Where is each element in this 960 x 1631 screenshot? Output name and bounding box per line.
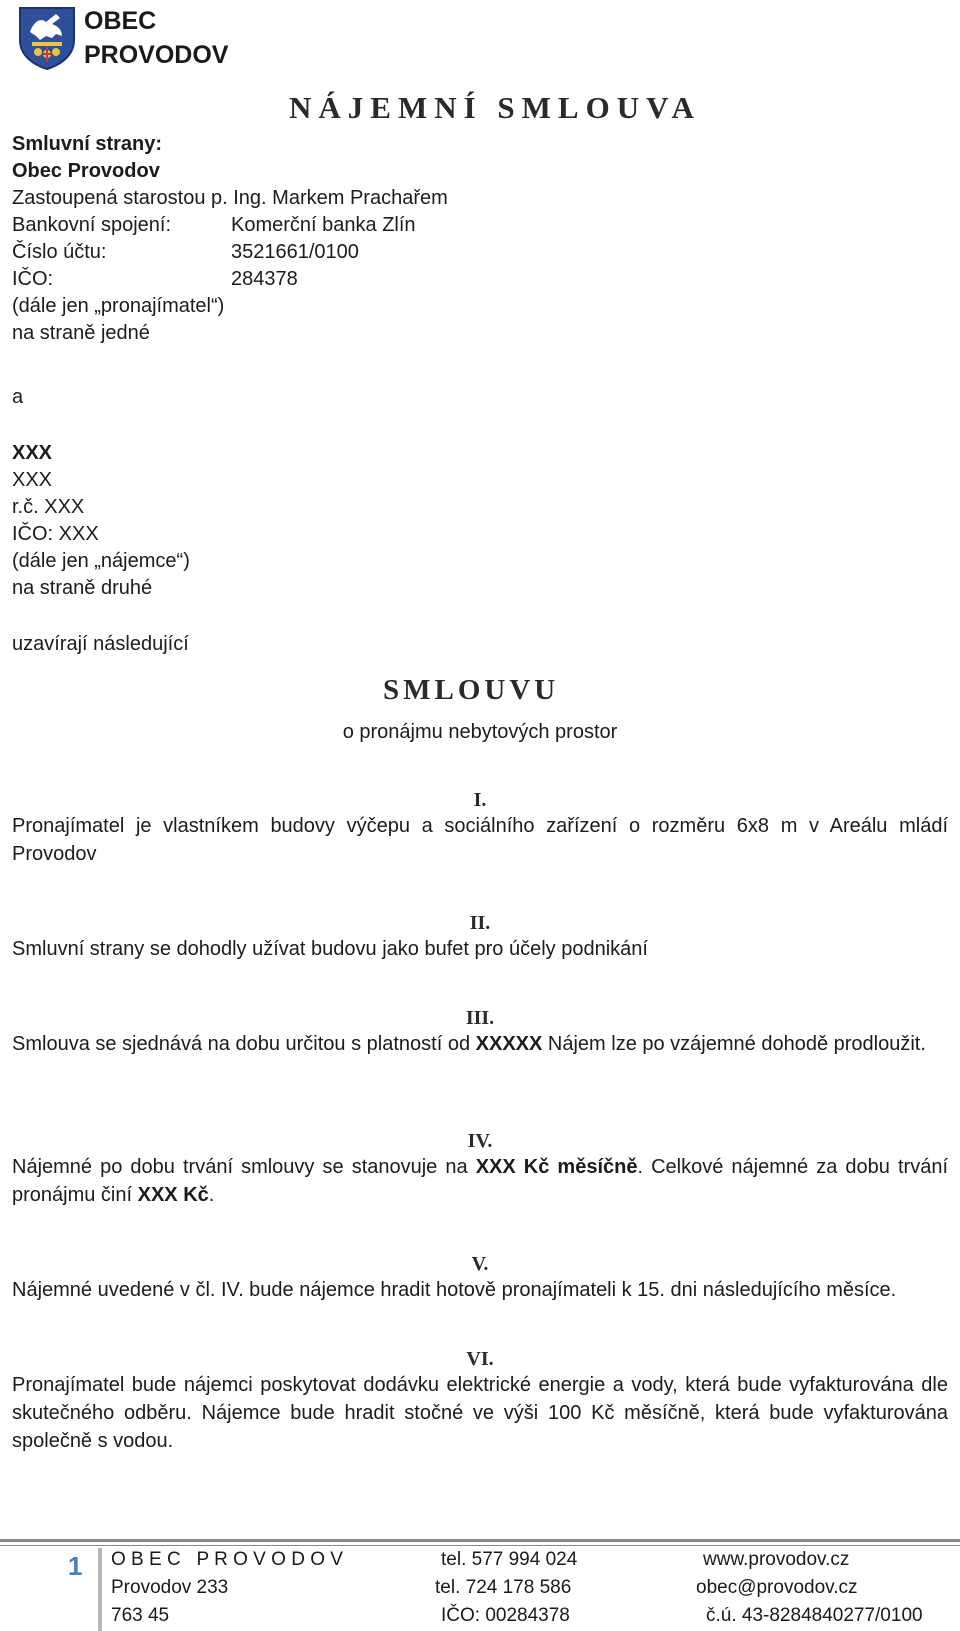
footer-address: Provodov 233 xyxy=(111,1577,229,1598)
article-number-6: VI. xyxy=(466,1348,494,1370)
bank-label: Bankovní spojení: xyxy=(12,214,171,236)
footer-web-link[interactable]: www.provodov.cz xyxy=(703,1549,850,1570)
article-4-part-c: . Celkové nájemné za dobu trvání pronájmu činí xyxy=(12,1156,949,1206)
contract-subheading: o pronájmu nebytových prostor xyxy=(342,721,618,743)
footer-tel-1: tel. 577 994 024 xyxy=(441,1549,578,1570)
article-number-4: IV. xyxy=(467,1130,493,1152)
ico-value: 284378 xyxy=(231,268,298,290)
brand-line-2: PROVODOV xyxy=(84,41,229,69)
article-3-part-c: Nájem lze po vzájemné dohodě prodloužit. xyxy=(547,1033,926,1055)
tenant-line-2: XXX xyxy=(12,469,53,491)
document-title: NÁJEMNÍ SMLOUVA xyxy=(289,90,701,125)
article-number-5: V. xyxy=(471,1253,489,1275)
article-number-2: II. xyxy=(469,912,491,934)
tenant-birth-number: r.č. XXX xyxy=(12,496,85,518)
brand-line-1: OBEC xyxy=(84,7,157,35)
tenant-ico: IČO: XXX xyxy=(12,523,99,545)
article-text-4 xyxy=(12,1153,948,1209)
article-4-monthly-rent: XXX Kč měsíčně xyxy=(475,1156,638,1178)
article-number-1: I. xyxy=(473,789,487,811)
ico-label: IČO: xyxy=(12,268,54,290)
tenant-name: XXX xyxy=(12,442,53,464)
lessor-representative: Zastoupená starostou p. Ing. Markem Prachařem xyxy=(12,187,448,209)
tenant-side: na straně druhé xyxy=(12,577,153,599)
article-3-date: XXXXX xyxy=(475,1033,543,1055)
lessor-name: Obec Provodov xyxy=(12,160,160,182)
article-number-3: III. xyxy=(465,1007,495,1029)
article-4-part-e: . xyxy=(208,1184,215,1206)
footer-account: č.ú. 43-8284840277/0100 xyxy=(706,1605,923,1626)
parties-heading: Smluvní strany: xyxy=(12,133,163,155)
article-4-total-rent: XXX Kč xyxy=(137,1184,209,1206)
coat-of-arms-icon xyxy=(16,2,78,70)
account-value: 3521661/0100 xyxy=(231,241,359,263)
tenant-alias: (dále jen „nájemce“) xyxy=(12,550,190,572)
article-text-6: Pronajímatel bude nájemci poskytovat dodávku elektrické energie a vody, která bude vyfakturována dle skutečného odběru. Nájemce bude hradit stočné ve výši 100 Kč měsíčně, která bude vyfakturována společně s vodou. xyxy=(12,1374,948,1452)
lessor-alias: (dále jen „pronajímatel“) xyxy=(12,295,225,317)
footer-vertical-divider xyxy=(98,1548,102,1631)
contract-heading: SMLOUVU xyxy=(383,674,560,706)
article-text-2: Smluvní strany se dohodly užívat budovu jako bufet pro účely podnikání xyxy=(12,938,648,960)
article-text-1: Pronajímatel je vlastníkem budovy výčepu a sociálního zařízení o rozměru 6x8 m v Areálu mládí Provodov xyxy=(12,815,948,865)
article-3-part-a: Smlouva se sjednává na dobu určitou s platností od xyxy=(12,1033,471,1055)
bank-value: Komerční banka Zlín xyxy=(231,214,416,236)
account-label: Číslo účtu: xyxy=(12,241,107,263)
footer-ico: IČO: 00284378 xyxy=(441,1605,570,1626)
footer-email-link[interactable]: obec@provodov.cz xyxy=(696,1577,858,1598)
footer-divider xyxy=(0,1539,960,1542)
article-text-5: Nájemné uvedené v čl. IV. bude nájemce hradit hotově pronajímateli k 15. dni následujícího měsíce. xyxy=(12,1279,897,1301)
and-connector: a xyxy=(12,386,24,408)
footer-zip: 763 45 xyxy=(111,1605,170,1626)
footer-org: O B E C P R O V O D O V xyxy=(111,1549,343,1570)
footer-tel-2: tel. 724 178 586 xyxy=(435,1577,572,1598)
brand-name xyxy=(84,4,228,72)
conclude-text: uzavírají následující xyxy=(12,633,189,655)
article-text-3 xyxy=(12,1030,948,1058)
article-4-part-a: Nájemné po dobu trvání smlouvy se stanovuje na xyxy=(12,1156,468,1178)
lessor-side: na straně jedné xyxy=(12,322,150,344)
page-number: 1 xyxy=(68,1551,83,1581)
